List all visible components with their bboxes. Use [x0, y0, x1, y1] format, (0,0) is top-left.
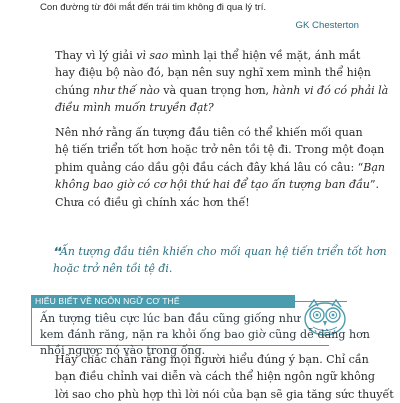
- paragraph-1-line: Thay vì lý giải vì sao mình lại thể hiện về mặt, ánh mắt: [55, 49, 361, 62]
- paragraph-1-line: hay điệu bộ nào đó, bạn nên suy nghĩ xem mình thể hiện: [55, 66, 371, 80]
- paragraph-2-line: không bao giờ có cơ hội thứ hai để tạo ấn tượng ban đầu”.: [55, 178, 379, 192]
- paragraph-2-line: Chưa có điều gì chính xác hơn thế!: [55, 195, 250, 209]
- paragraph-3: [55, 351, 394, 403]
- pull-quote-line: Ấn tượng đầu tiên khiến cho mối quan hệ tiến triển tốt hơn: [60, 245, 387, 258]
- paragraph-3-line: lời sao cho phù hợp thì lời nói của bạn sẽ gia tăng sức thuyết: [55, 387, 394, 401]
- paragraph-1-line: chúng như thế nào và quan trọng hơn, hành vi đó có phải là: [55, 83, 389, 97]
- paragraph-2-line: phim quảng cáo dầu gội đầu cách đây khá lâu có câu: “Bạn: [55, 160, 386, 174]
- paragraph-2-line: Nên nhớ rằng ấn tượng đầu tiên có thể khiến mối quan: [55, 126, 363, 139]
- paragraph-1: [55, 47, 389, 117]
- pull-quote-line: hoặc trở nên tồi tệ đi.: [53, 261, 173, 275]
- paragraph-2: [55, 124, 386, 211]
- paragraph-3-line: bạn điều chỉnh vai diễn và cách thể hiện ngôn ngữ không: [55, 370, 375, 384]
- paragraph-1-line: điều mình muốn truyền đạt?: [55, 101, 214, 115]
- tip-box-line: Ấn tượng tiêu cực lúc ban đầu cũng giống như: [40, 312, 301, 325]
- tip-box-divider: [31, 308, 32, 346]
- tip-box-header: HIỂU BIẾT VỀ NGÔN NGỮ CƠ THỂ: [31, 295, 295, 308]
- paragraph-3-line: Hãy chắc chắn rằng mọi người hiểu đúng ý bạn. Chỉ cần: [55, 353, 369, 366]
- paragraph-2-line: hệ tiến triển tốt hơn hoặc trở nên tồi tệ đi. Trong một đoạn: [55, 143, 385, 157]
- epigraph-quote: Con đường từ đôi mắt đến trái tim không đi qua lý trí.: [40, 2, 267, 13]
- tip-box-line: nhồi ngược nó vào trong ống.: [40, 343, 206, 357]
- pull-quote: [53, 244, 387, 277]
- tip-box-line: kem đánh răng, nặn ra khỏi ống bao giờ cũng dễ dàng hơn: [40, 327, 370, 341]
- epigraph-author: GK Chesterton: [295, 20, 359, 31]
- quote-mark-icon: ❛❛: [53, 245, 61, 258]
